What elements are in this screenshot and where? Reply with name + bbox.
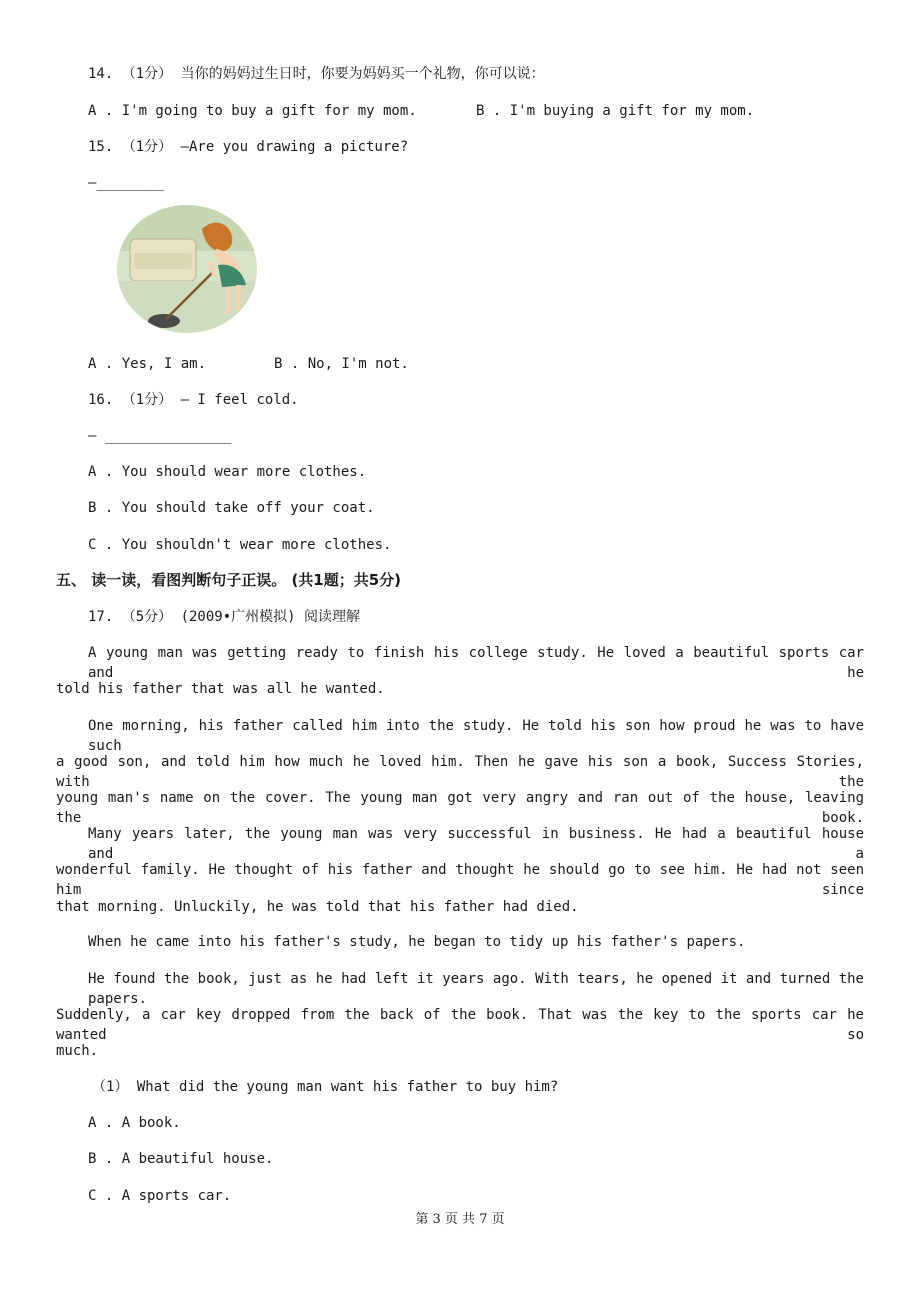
- passage-p1-line2: told his father that was all he wanted.: [56, 681, 385, 697]
- q15-option-a: A . Yes, I am.: [88, 356, 207, 372]
- section-heading: 五、 读一读，看图判断句子正误。 (共1题；共5分): [56, 571, 402, 589]
- passage-p2-line1: One morning, his father called him into the study. He told his son how proud he was to have such: [88, 718, 864, 754]
- q14-stem: 14. （1分） 当你的妈妈过生日时，你要为妈妈买一个礼物，你可以说：: [88, 66, 545, 82]
- q16-option-b: B . You should take off your coat.: [88, 500, 375, 516]
- sub1-stem: （1） What did the young man want his father to buy him?: [92, 1079, 559, 1095]
- q15-stem: 15. （1分） —Are you drawing a picture?: [88, 139, 409, 155]
- passage-p5-line2: Suddenly, a car key dropped from the back of the book. That was the key to the sports car he wanted so: [56, 1007, 864, 1043]
- passage-p5-line1: He found the book, just as he had left it years ago. With tears, he opened it and turned the papers.: [88, 971, 864, 1007]
- passage-p4-line1: When he came into his father's study, he began to tidy up his father's papers.: [88, 934, 746, 950]
- passage-p3-line1: Many years later, the young man was very successful in business. He had a beautiful house and a: [88, 826, 864, 862]
- q15-answer-line: —________: [88, 175, 164, 191]
- q17-stem: 17. （5分） (2009•广州模拟) 阅读理解: [88, 609, 361, 625]
- passage-p2-line2: a good son, and told him how much he loved him. Then he gave his son a book, Success Stories, with the: [56, 754, 864, 790]
- sub1-option-a: A . A book.: [88, 1115, 181, 1131]
- sub1-option-b: B . A beautiful house.: [88, 1151, 274, 1167]
- passage-p1-line1: A young man was getting ready to finish his college study. He loved a beautiful sports car and he: [88, 645, 864, 681]
- q14-option-a: A . I'm going to buy a gift for my mom.: [88, 103, 417, 119]
- q16-answer-line: — _______________: [88, 428, 232, 444]
- q15-option-b: B . No, I'm not.: [274, 356, 409, 372]
- page-number-footer: 第 3 页 共 7 页: [415, 1212, 505, 1227]
- q16-option-a: A . You should wear more clothes.: [88, 464, 367, 480]
- q14-option-b: B . I'm buying a gift for my mom.: [476, 103, 755, 119]
- passage-p3-line3: that morning. Unluckily, he was told that his father had died.: [56, 899, 579, 915]
- girl-sweeping-floor-picture: [114, 203, 260, 335]
- q16-stem: 16. （1分） — I feel cold.: [88, 392, 299, 408]
- q16-option-c: C . You shouldn't wear more clothes.: [88, 537, 392, 553]
- passage-p3-line2: wonderful family. He thought of his father and thought he should go to see him. He had not seen him since: [56, 862, 864, 898]
- passage-p5-line3: much.: [56, 1043, 99, 1059]
- passage-p2-line3: young man's name on the cover. The young man got very angry and ran out of the house, leaving the book.: [56, 790, 864, 826]
- sub1-option-c: C . A sports car.: [88, 1188, 232, 1204]
